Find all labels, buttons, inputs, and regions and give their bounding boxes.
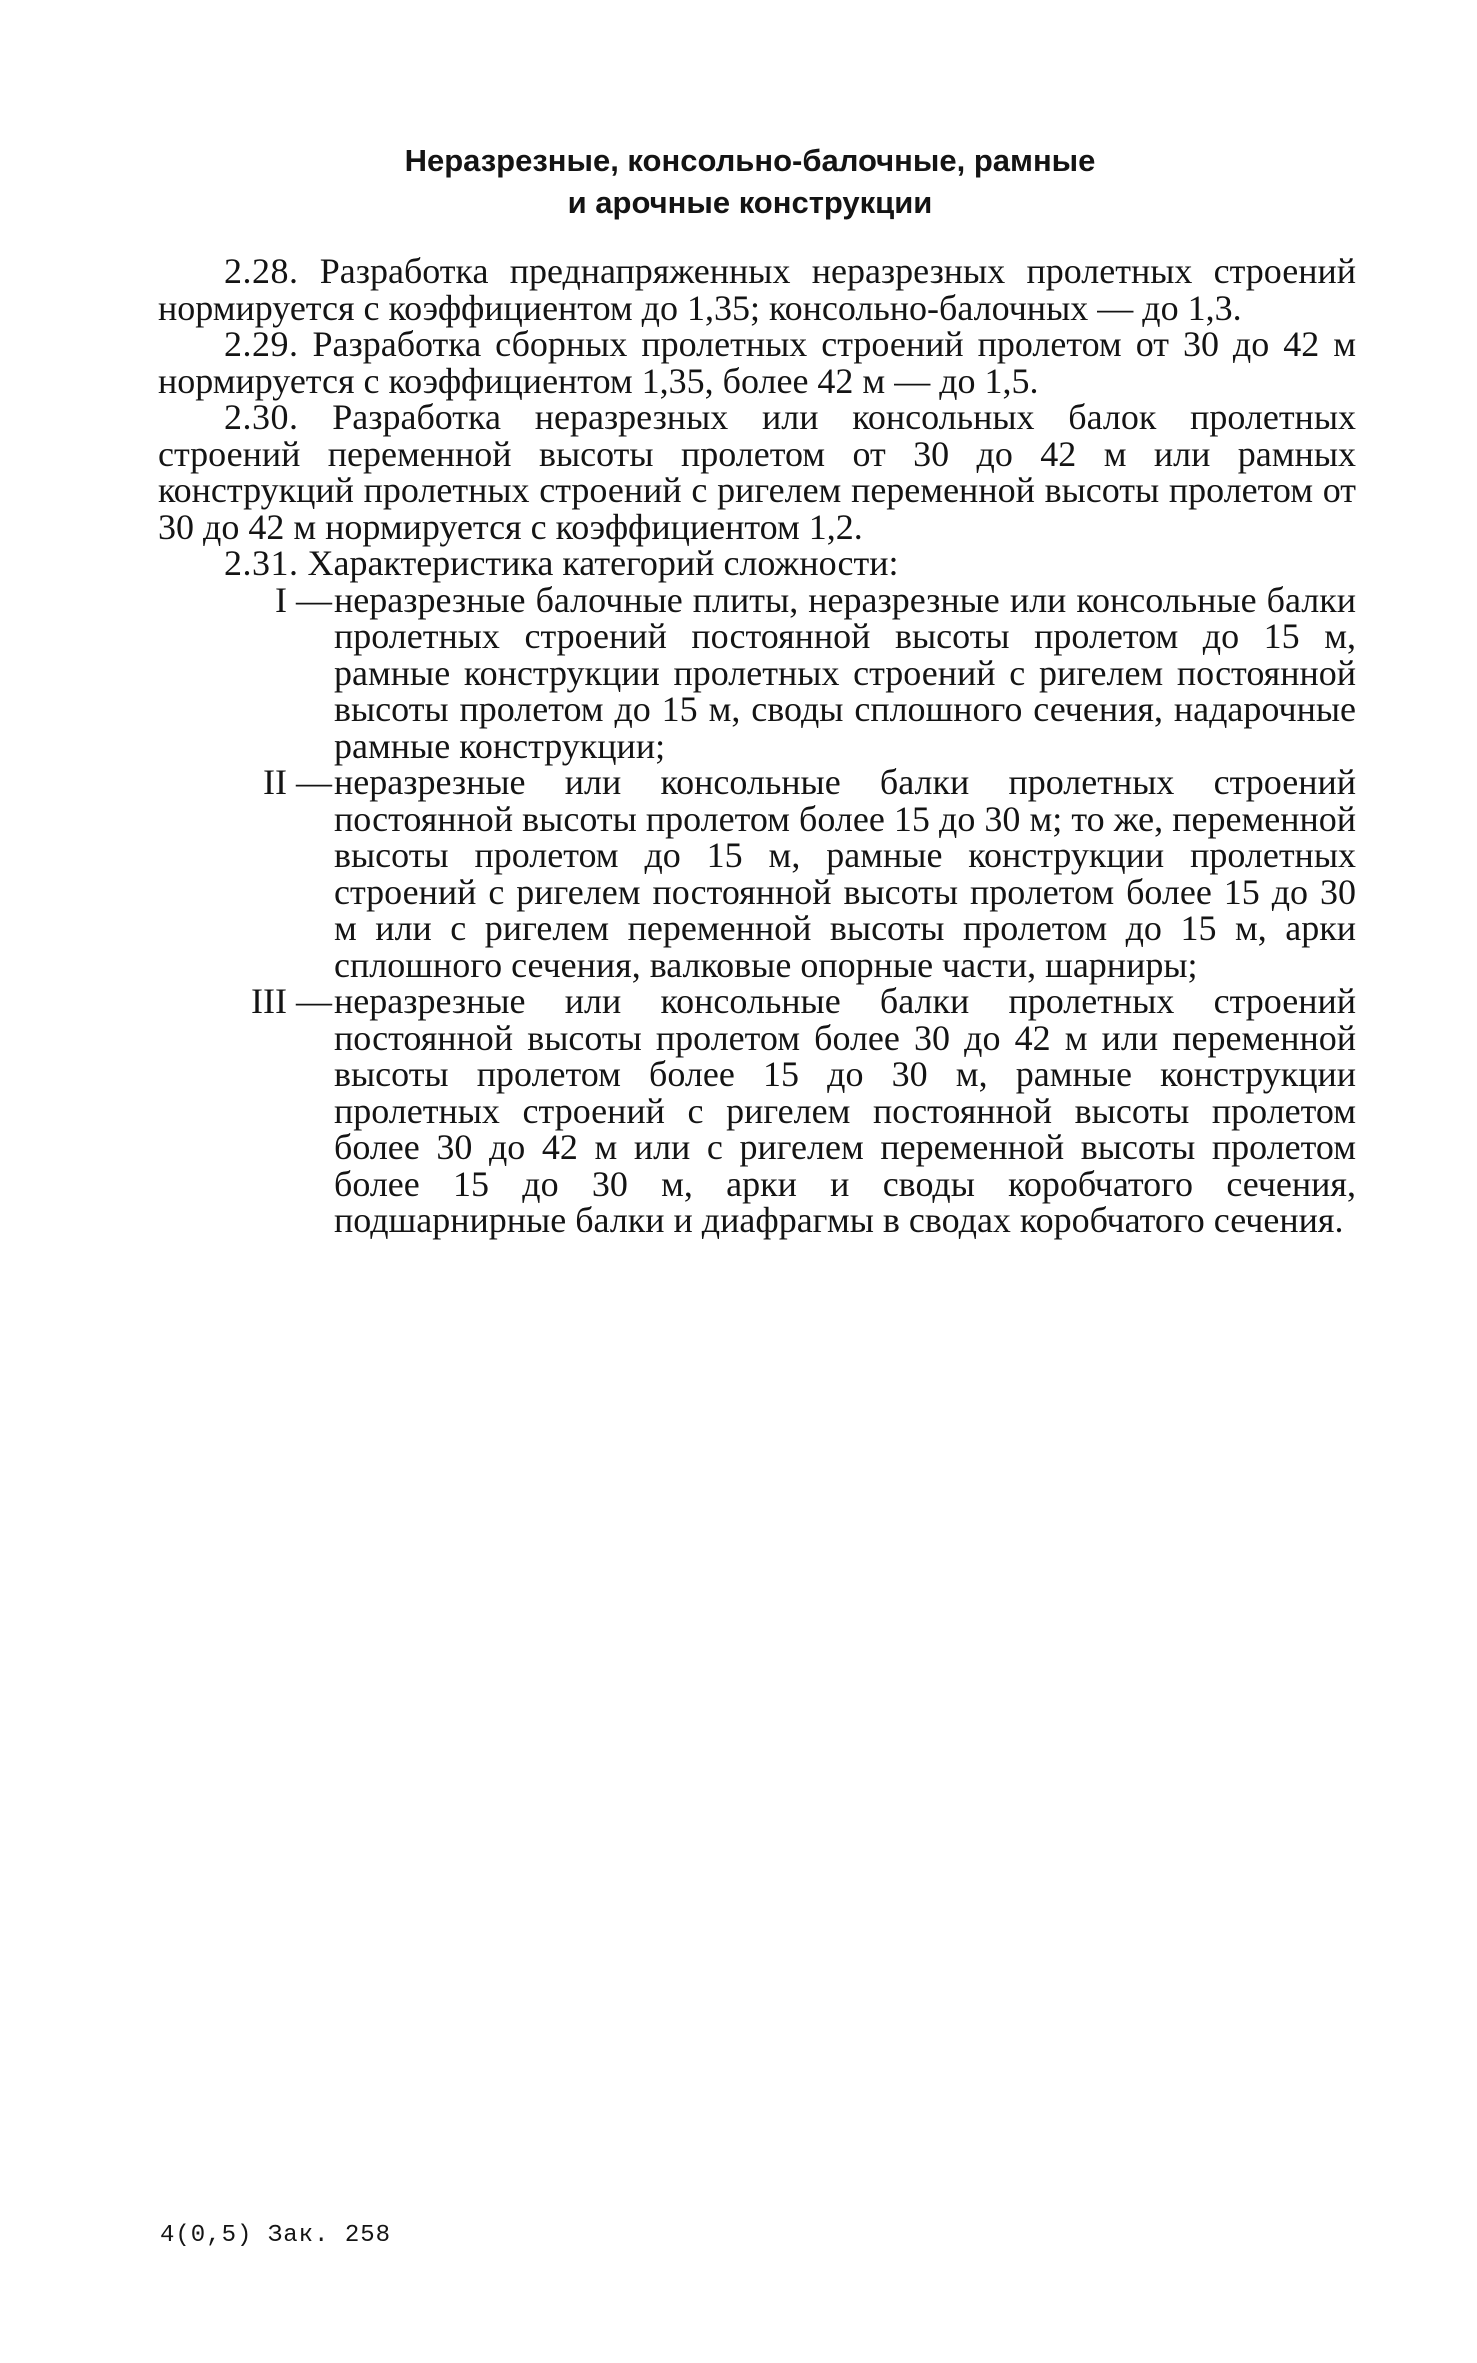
heading-line-2: и арочные конструкции [567, 185, 933, 220]
paragraph-number: 2.31. [224, 543, 299, 583]
category-text: неразрезные или консольные балки пролетных строений постоянной высоты пролетом более 15 до 30 м; то же, переменной высоты пролетом до 15 м, рамные конструкции пролетных строений с ригелем постоянной высоты пролетом более 15 до 30 м или с ригелем переменной высоты пролетом до 15 м, арки сплошного сечения, валковые опорные части, шарниры; [334, 762, 1356, 985]
category-mark: I — [275, 579, 332, 620]
heading-line-1: Неразрезные, консольно-балочные, рамные [404, 143, 1096, 178]
paragraph-2-28 [158, 253, 1356, 326]
document-body [158, 253, 1356, 1239]
section-heading [380, 140, 1120, 224]
paragraph-number: 2.28. [224, 251, 299, 291]
paragraph-2-29 [158, 326, 1356, 399]
paragraph-2-31 [158, 545, 1356, 582]
paragraph-text: Характеристика категорий сложности: [307, 543, 899, 583]
print-order-footer: 4(0,5) Зак. 258 [160, 2222, 392, 2249]
category-mark: II — [263, 762, 332, 802]
paragraph-text: Разработка сборных пролетных строений пролетом от 30 до 42 м нормируется с коэффициентом 1,35, более 42 м — до 1,5. [158, 324, 1357, 401]
paragraph-number: 2.29. [224, 324, 299, 364]
category-text: неразрезные или консольные балки пролетных строений постоянной высоты пролетом более 30 до 42 м или переменной высоты пролетом более 15 до 30 м, рамные конструкции пролетных строений с ригелем постоянной высоты пролетом более 30 до 42 м или с ригелем переменной высоты пролетом более 15 до 30 м, арки и своды коробчатого сечения, подшарнирные балки и диафрагмы в сводах коробчатого сечения. [334, 981, 1356, 1240]
paragraph-text: Разработка неразрезных или консольных балок пролетных строений переменной высоты пролетом от 30 до 42 м или рамных конструкций пролетных строений с ригелем переменной высоты пролетом от 30 до 42 м нормируется с коэффициентом 1,2. [158, 397, 1357, 547]
category-text: неразрезные балочные плиты, неразрезные или консольные балки пролетных строений постоянной высоты пролетом до 15 м, рамные конструкции пролетных строений с ригелем постоянной высоты пролетом до 15 м, своды сплошного сечения, надарочные рамные конструкции; [334, 579, 1356, 766]
paragraph-text: Разработка преднапряженных неразрезных пролетных строений нормируется с коэффициентом до 1,35; консольно-балочных — до 1,3. [158, 251, 1357, 328]
category-iii [158, 983, 1356, 1239]
paragraph-number: 2.30. [224, 397, 299, 437]
category-mark: III — [251, 981, 332, 1021]
paragraph-2-30 [158, 399, 1356, 545]
category-i [158, 579, 1356, 766]
category-ii [158, 764, 1356, 983]
